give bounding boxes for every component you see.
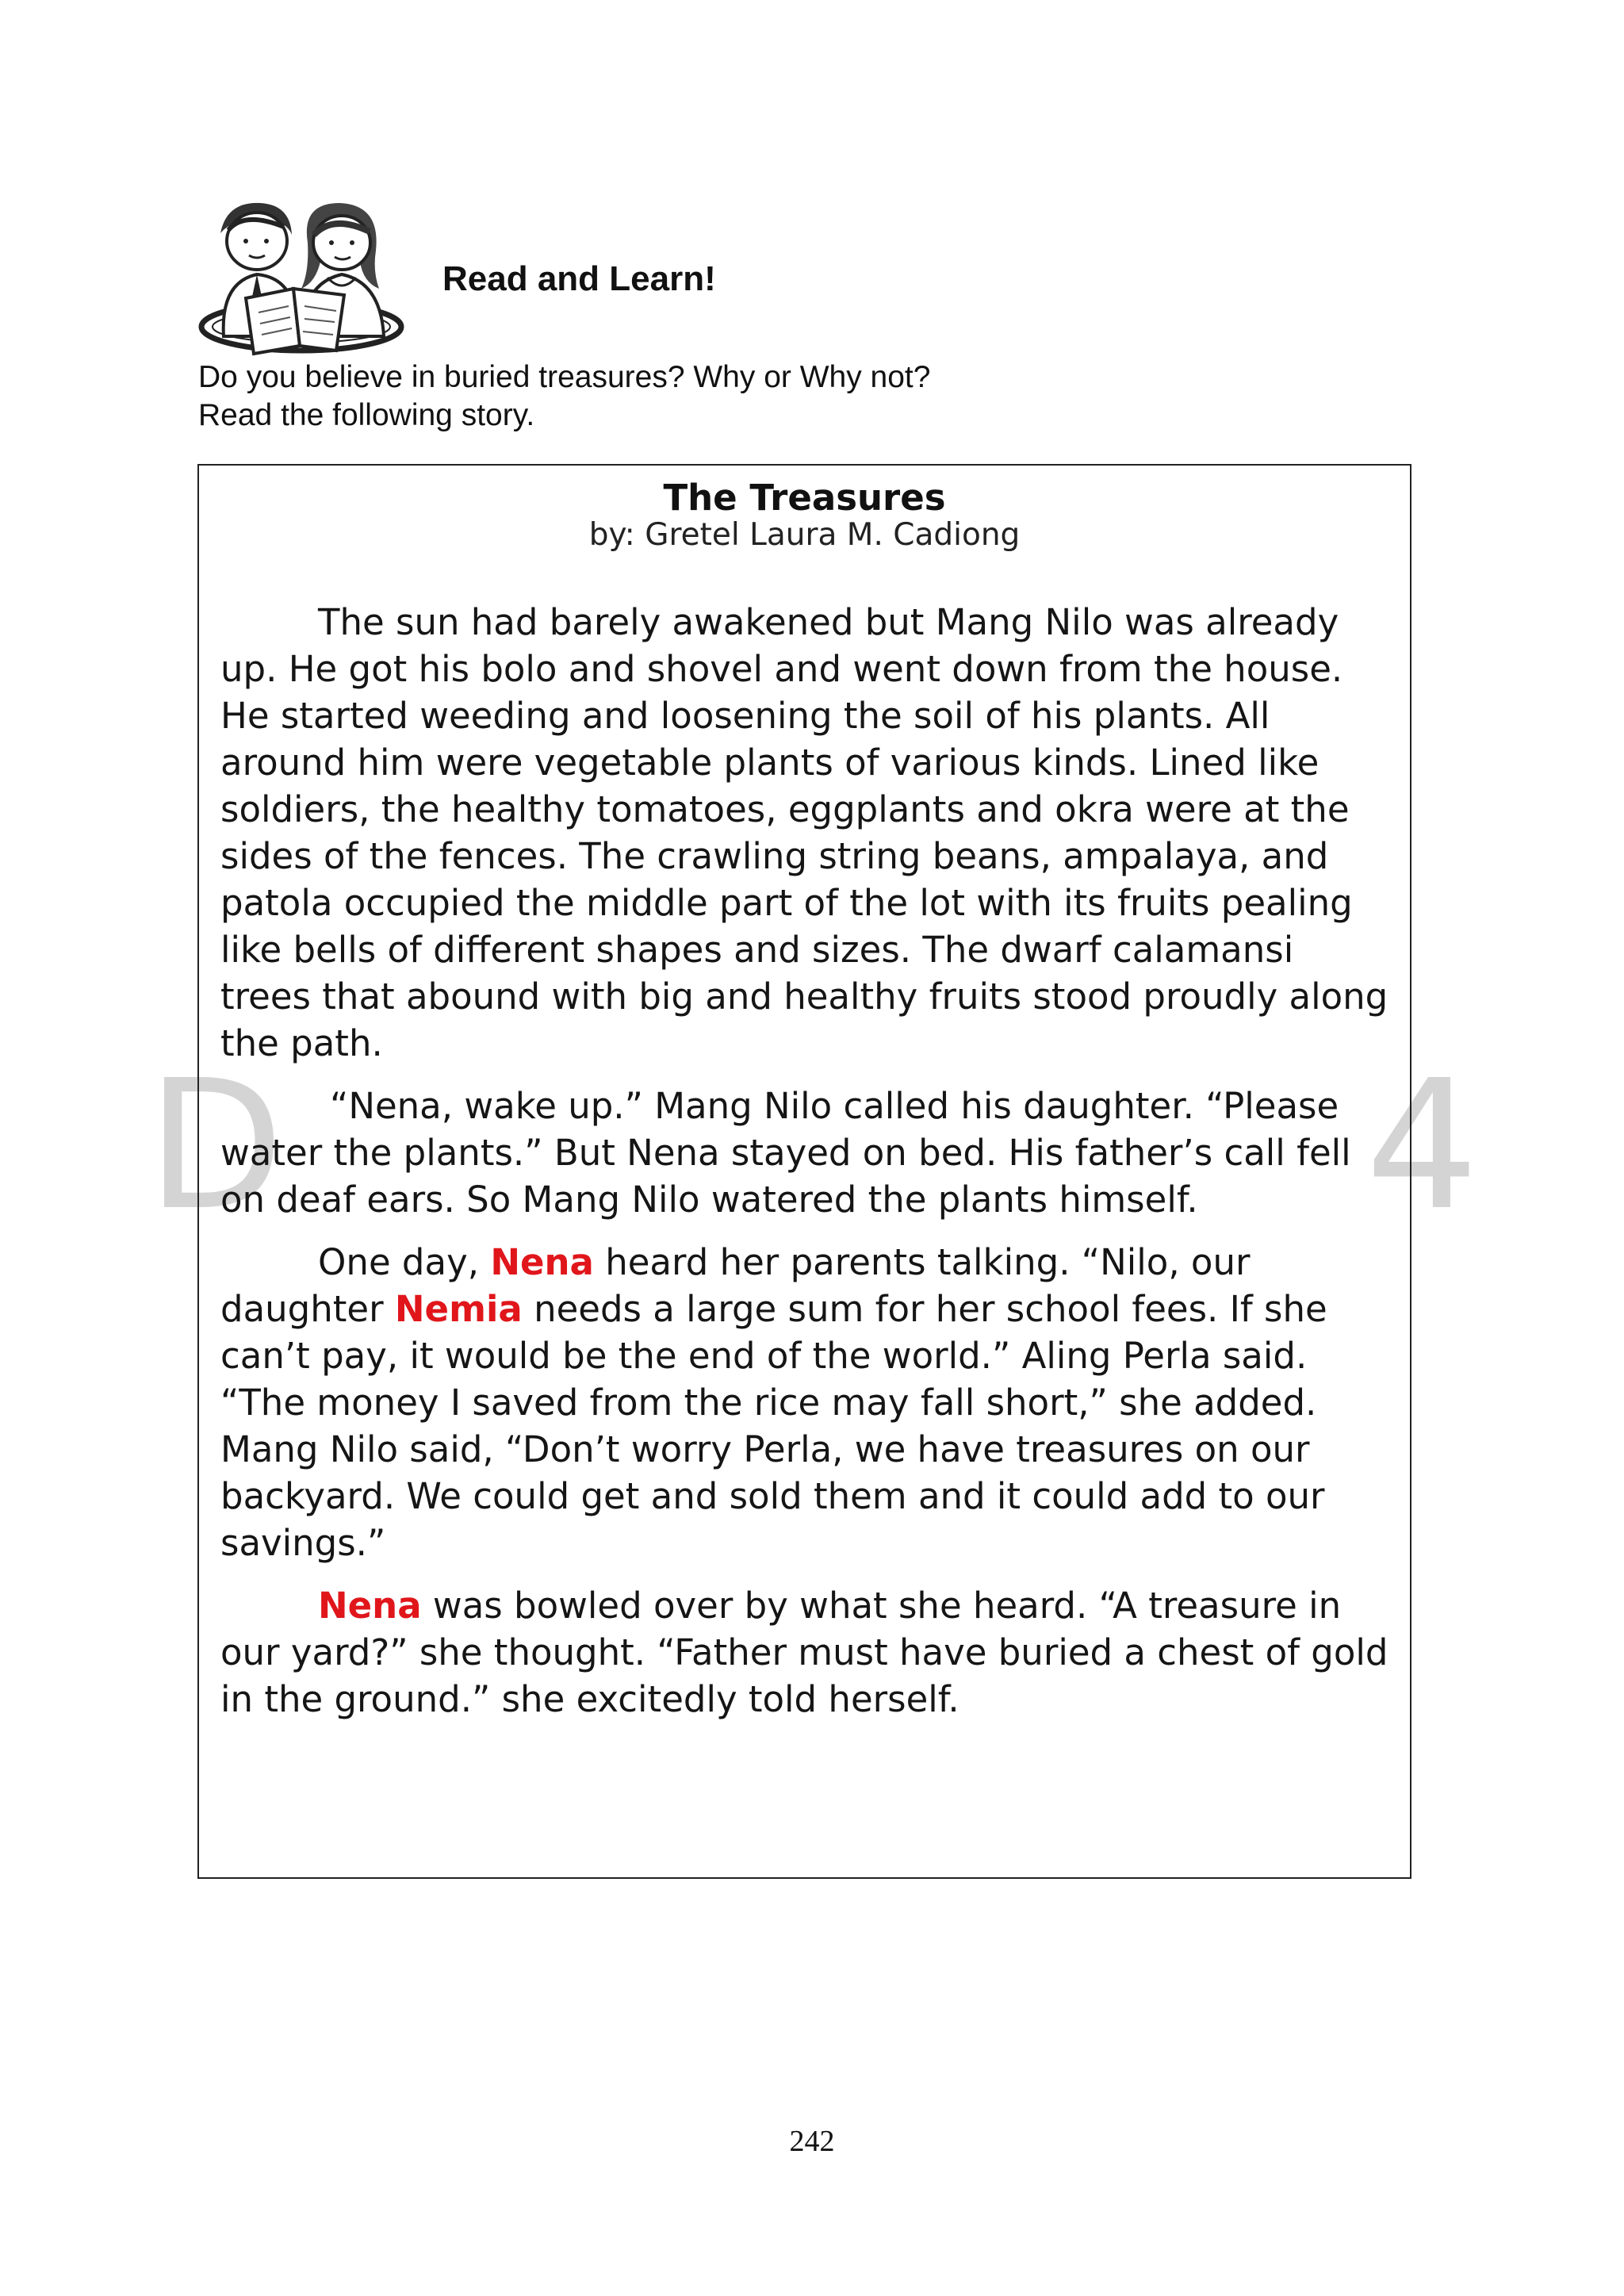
highlighted-name: Nemia [394,1288,523,1330]
story-paragraph-1: The sun had barely awakened but Mang Nilo was already up. He got his bolo and shovel and went down from the house. He started weeding and loosening the soil of his plants. All around him were vegetable plants of various kinds. Lined like soldiers, the healthy tomatoes, eggplants and okra were at the sides of the fences. The crawling string beans, ampalaya, and patola occupied the middle part of the lot with its fruits pealing like bells of different shapes and sizes. The dwarf calamansi trees that abound with big and healthy fruits stood proudly along the path. [220,601,1388,1064]
paragraph-text: One day, [318,1241,491,1283]
story-paragraph-2: “Nena, wake up.” Mang Nilo called his daughter. “Please water the plants.” But Nena stayed on bed. His father’s call fell on deaf ears. So Mang Nilo watered the plants himself. [220,1085,1351,1221]
page-number: 242 [789,2125,835,2158]
intro-text [198,358,930,435]
story-paragraph-4 [220,1582,1394,1723]
section-heading: Read and Learn! [442,259,716,298]
story-body [220,599,1394,1738]
story-title: The Treasures [663,477,946,519]
story-author: by: Gretel Laura M. Cadiong [588,517,1021,553]
paragraph-text: heard her parents talking. “Nilo, our daughter [220,1241,1251,1330]
children-reading-book-icon [197,195,407,358]
story-box [197,464,1411,1879]
highlighted-name: Nena [490,1241,594,1283]
intro-instruction: Read the following story. [198,398,535,432]
watermark-right: 4 [1365,1042,1479,1250]
watermark-left: D [147,1042,285,1250]
paragraph-text: needs a large sum for her school fees. If she can’t pay, it would be the end of the world.” Aling Perla said. “The money I saved from the rice may fall short,” she added. Mang Nilo said, “Don’t worry Perla, we have treasures on our backyard. We could get and sold them and it could add to our savings.” [220,1288,1327,1564]
paragraph-text: was bowled over by what she heard. “A treasure in our yard?” she thought. “Father must have buried a chest of gold in the ground.” she excitedly told herself. [220,1585,1388,1720]
highlighted-name: Nena [318,1585,422,1627]
story-paragraph-3 [220,1239,1394,1566]
intro-question: Do you believe in buried treasures? Why or Why not? [198,360,931,394]
